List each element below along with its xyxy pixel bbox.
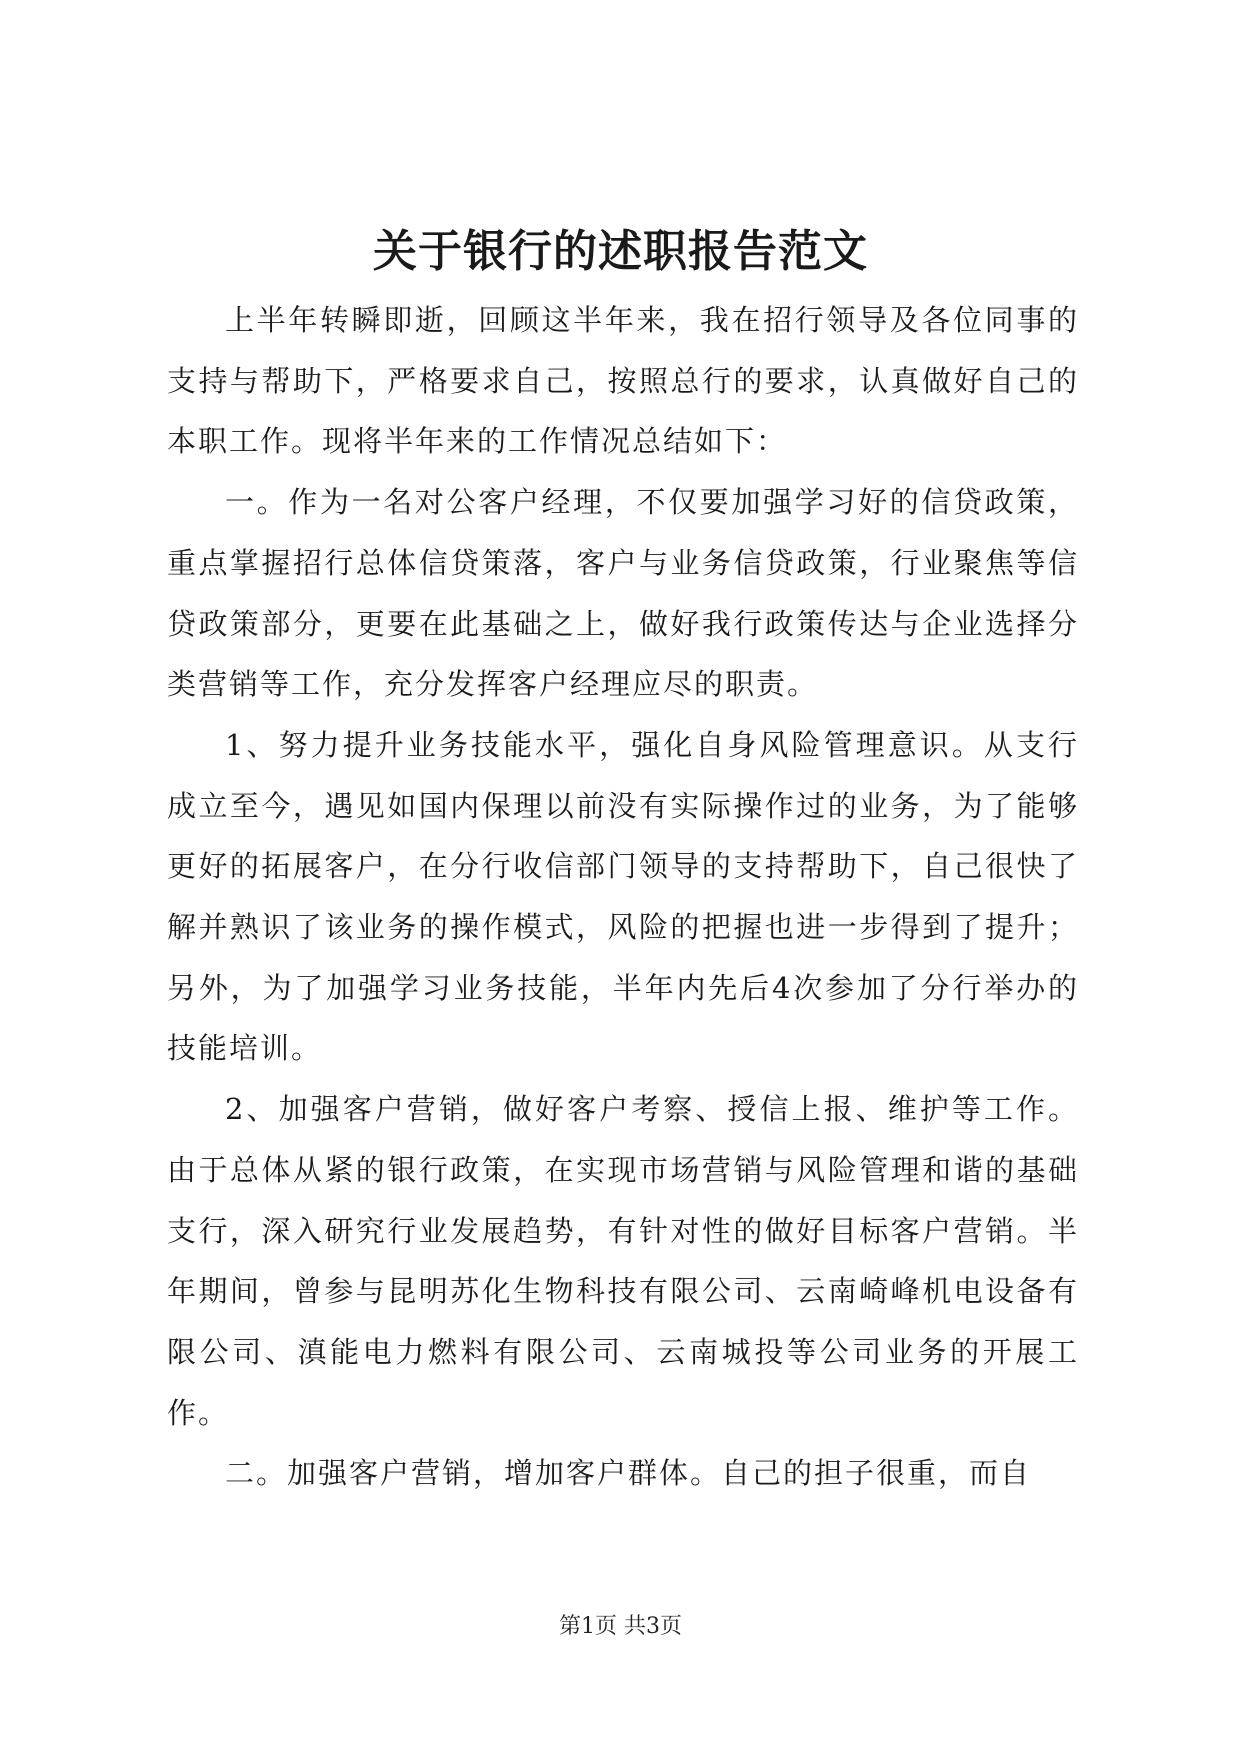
paragraph-section-1: 一。作为一名对公客户经理，不仅要加强学习好的信贷政策，重点掌握招行总体信贷策落，客户与业务信贷政策，行业聚焦等信贷政策部分，更要在此基础之上，做好我行政策传达与企业选择分类营销等工作，充分发挥客户经理应尽的职责。	[167, 485, 1079, 702]
paragraph-intro: 上半年转瞬即逝，回顾这半年来，我在招行领导及各位同事的支持与帮助下，严格要求自己，按照总行的要求，认真做好自己的本职工作。现将半年来的工作情况总结如下：	[167, 303, 1079, 459]
page-number-footer: 第1页 共3页	[559, 1614, 682, 1639]
document-title: 关于银行的述职报告范文	[373, 226, 868, 277]
paragraph-section-2: 二。加强客户营销，增加客户群体。自己的担子很重，而自	[225, 1456, 1032, 1491]
paragraph-item-2: 2、加强客户营销，做好客户考察、授信上报、维护等工作。由于总体从紧的银行政策，在实现市场营销与风险管理和谐的基础支行，深入研究行业发展趋势，有针对性的做好目标客户营销。半年期间，曾参与昆明苏化生物科技有限公司、云南崎峰机电设备有限公司、滇能电力燃料有限公司、云南城投等公司业务的开展工作。	[167, 1092, 1079, 1430]
paragraph-item-1: 1、努力提升业务技能水平，强化自身风险管理意识。从支行成立至今，遇见如国内保理以前没有实际操作过的业务，为了能够更好的拓展客户，在分行收信部门领导的支持帮助下，自己很快了解并熟识了该业务的操作模式，风险的把握也进一步得到了提升；另外，为了加强学习业务技能，半年内先后4次参加了分行举办的技能培训。	[167, 727, 1079, 1066]
document-body	[167, 290, 1079, 1504]
